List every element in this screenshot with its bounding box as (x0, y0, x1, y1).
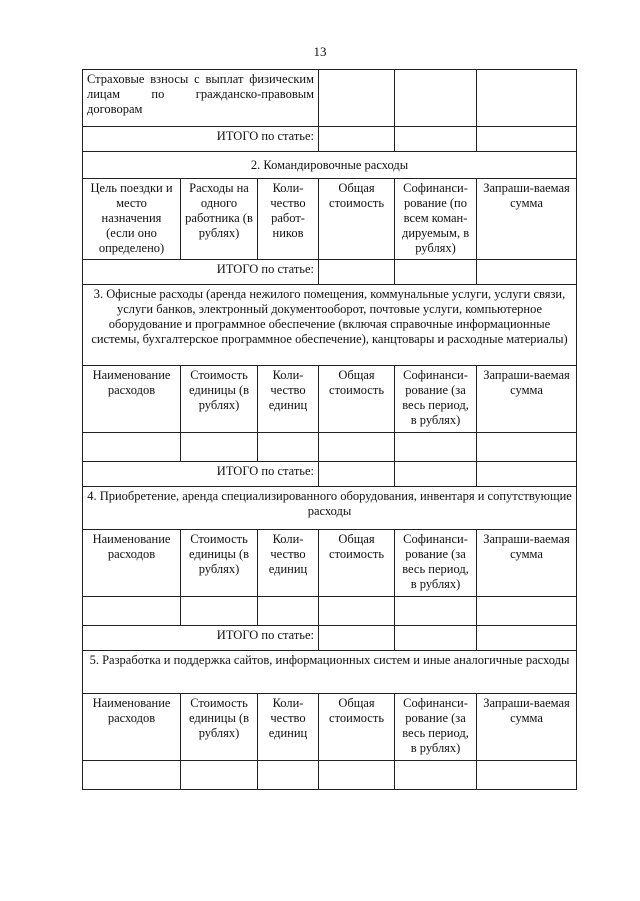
cell[interactable] (319, 626, 395, 651)
table-row (83, 761, 577, 790)
cell[interactable] (319, 433, 395, 462)
cell[interactable] (395, 597, 477, 626)
cell[interactable] (258, 433, 319, 462)
itogo-label: ИТОГО по статье: (83, 260, 319, 285)
column-header: Коли-чество единиц (258, 366, 319, 433)
column-header: Запраши-ваемая сумма (477, 179, 577, 260)
cell[interactable] (319, 761, 395, 790)
itogo-row (83, 127, 577, 152)
cell[interactable] (319, 70, 395, 127)
itogo-row (83, 260, 577, 285)
itogo-label: ИТОГО по статье: (83, 127, 319, 152)
cell[interactable] (395, 462, 477, 487)
cell[interactable] (258, 597, 319, 626)
cell[interactable] (477, 70, 577, 127)
column-header: Запраши-ваемая сумма (477, 694, 577, 761)
section-3-title: 3. Офисные расходы (аренда нежилого помещения, коммунальные услуги, услуги связи, услуги банков, электронный документооборот, почтовые услуги, компьютерное оборудование и программное обеспечение (включая справочные информационные системы, бухгалтерское программное обеспечение), канцтовары и расходные материалы) (83, 285, 577, 366)
section-5-header-row (83, 694, 577, 761)
section-2-header-row (83, 179, 577, 260)
page-number: 13 (313, 44, 327, 59)
cell[interactable] (181, 597, 258, 626)
column-header: Запраши-ваемая сумма (477, 366, 577, 433)
column-header: Наименование расходов (83, 694, 181, 761)
column-header: Расходы на одного работника (в рублях) (181, 179, 258, 260)
column-header: Софинанси-рование (за весь период, в рублях) (395, 694, 477, 761)
cell[interactable] (477, 462, 577, 487)
section-5-title: 5. Разработка и поддержка сайтов, информационных систем и иные аналогичные расходы (83, 651, 577, 694)
cell[interactable] (181, 433, 258, 462)
insurance-row (83, 70, 577, 127)
cell[interactable] (181, 761, 258, 790)
column-header: Общая стоимость (319, 366, 395, 433)
cell[interactable] (395, 761, 477, 790)
cell[interactable] (477, 597, 577, 626)
cell[interactable] (83, 597, 181, 626)
section-2-title: 2. Командировочные расходы (83, 152, 577, 179)
column-header: Цель поездки и место назначения (если оно определено) (83, 179, 181, 260)
column-header: Стоимость единицы (в рублях) (181, 694, 258, 761)
section-4-header-row (83, 530, 577, 597)
column-header: Софинанси-рование (за весь период, в рублях) (395, 530, 477, 597)
budget-table (82, 69, 577, 790)
column-header: Общая стоимость (319, 530, 395, 597)
cell[interactable] (477, 433, 577, 462)
column-header: Общая стоимость (319, 694, 395, 761)
insurance-label: Страховые взносы с выплат физическим лицам по гражданско-правовым договорам (83, 70, 319, 127)
itogo-row (83, 626, 577, 651)
cell[interactable] (395, 433, 477, 462)
cell[interactable] (83, 761, 181, 790)
column-header: Наименование расходов (83, 366, 181, 433)
table-row (83, 433, 577, 462)
section-3-header-row (83, 366, 577, 433)
table-row (83, 597, 577, 626)
column-header: Запраши-ваемая сумма (477, 530, 577, 597)
section-5-title-row (83, 651, 577, 694)
column-header: Коли-чество работ-ников (258, 179, 319, 260)
cell[interactable] (395, 70, 477, 127)
cell[interactable] (258, 761, 319, 790)
cell[interactable] (319, 260, 395, 285)
cell[interactable] (395, 260, 477, 285)
cell[interactable] (319, 597, 395, 626)
column-header: Софинанси-рование (по всем коман-дируемым, в рублях) (395, 179, 477, 260)
cell[interactable] (319, 127, 395, 152)
column-header: Коли-чество единиц (258, 530, 319, 597)
cell[interactable] (477, 626, 577, 651)
itogo-label: ИТОГО по статье: (83, 626, 319, 651)
column-header: Стоимость единицы (в рублях) (181, 366, 258, 433)
column-header: Коли-чество единиц (258, 694, 319, 761)
column-header: Стоимость единицы (в рублях) (181, 530, 258, 597)
cell[interactable] (477, 127, 577, 152)
cell[interactable] (395, 127, 477, 152)
itogo-label: ИТОГО по статье: (83, 462, 319, 487)
section-2-title-row (83, 152, 577, 179)
column-header: Общая стоимость (319, 179, 395, 260)
section-4-title-row (83, 487, 577, 530)
cell[interactable] (477, 761, 577, 790)
cell[interactable] (395, 626, 477, 651)
section-4-title: 4. Приобретение, аренда специализированного оборудования, инвентаря и сопутствующие расходы (83, 487, 577, 530)
column-header: Софинанси-рование (за весь период, в рублях) (395, 366, 477, 433)
column-header: Наименование расходов (83, 530, 181, 597)
itogo-row (83, 462, 577, 487)
section-3-title-row (83, 285, 577, 366)
cell[interactable] (319, 462, 395, 487)
cell[interactable] (83, 433, 181, 462)
cell[interactable] (477, 260, 577, 285)
